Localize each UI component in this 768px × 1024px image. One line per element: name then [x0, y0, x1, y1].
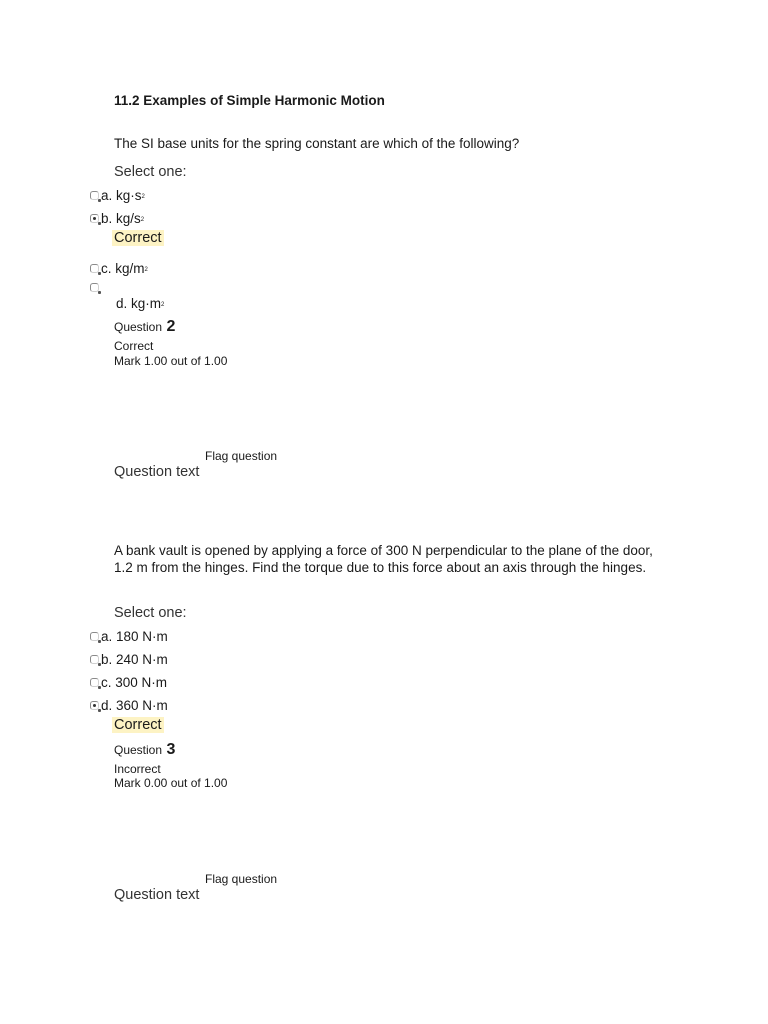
option-label: d. 360 N·m [101, 698, 168, 713]
feedback-correct: Correct [114, 717, 162, 733]
answer-option-b[interactable] [90, 652, 168, 667]
option-label: c. kg/m [101, 261, 145, 276]
answer-option-b[interactable]: b. kg/s 2 [90, 211, 144, 226]
radio-button[interactable] [90, 283, 99, 292]
option-label: b. kg/s [101, 211, 141, 226]
option-label: a. kg·s [101, 188, 142, 203]
radio-button[interactable] [90, 678, 99, 687]
question-2-mark: Mark 1.00 out of 1.00 [114, 354, 228, 368]
option-label: b. 240 N·m [101, 652, 168, 667]
option-label: a. 180 N·m [101, 629, 168, 644]
radio-button[interactable] [90, 655, 99, 664]
radio-button-checked[interactable] [90, 214, 99, 223]
radio-button-checked[interactable] [90, 701, 99, 710]
question-3-status: Incorrect [114, 762, 161, 776]
radio-button[interactable] [90, 191, 99, 200]
flag-question-link[interactable]: Flag question [205, 872, 278, 886]
question-text-label: Question text [114, 464, 200, 480]
answer-option-d[interactable]: d. kg·m 2 [116, 296, 165, 311]
question-2-status: Correct [114, 339, 154, 353]
answer-option-c[interactable]: c. kg/m 2 [90, 261, 148, 276]
answer-option-a[interactable]: a. kg·s 2 [90, 188, 145, 203]
question-2-heading: Question 2 [114, 318, 176, 335]
answer-option-d-radio[interactable] [90, 283, 101, 292]
answer-option-a[interactable] [90, 629, 168, 644]
radio-button[interactable] [90, 632, 99, 641]
select-one-label: Select one: [114, 605, 187, 621]
question-3-heading: Question 3 [114, 741, 176, 758]
question-1-text: The SI base units for the spring constant are which of the following? [114, 136, 520, 151]
answer-option-d[interactable] [90, 698, 168, 713]
select-one-label: Select one: [114, 164, 187, 180]
flag-question-link[interactable]: Flag question [205, 449, 278, 463]
question-3-mark: Mark 0.00 out of 1.00 [114, 776, 228, 790]
radio-button[interactable] [90, 264, 99, 273]
question-text-label: Question text [114, 887, 200, 903]
option-label: c. 300 N·m [101, 675, 168, 690]
option-label: d. kg·m [116, 296, 162, 311]
feedback-correct: Correct [114, 230, 162, 246]
answer-option-c[interactable] [90, 675, 167, 690]
section-title: 11.2 Examples of Simple Harmonic Motion [114, 93, 385, 108]
question-2-text: A bank vault is opened by applying a force of 300 N perpendicular to the plane of the door, 1.2 m from the hinges. Find the torque due to this force about an axis through the hinges. [114, 543, 653, 575]
